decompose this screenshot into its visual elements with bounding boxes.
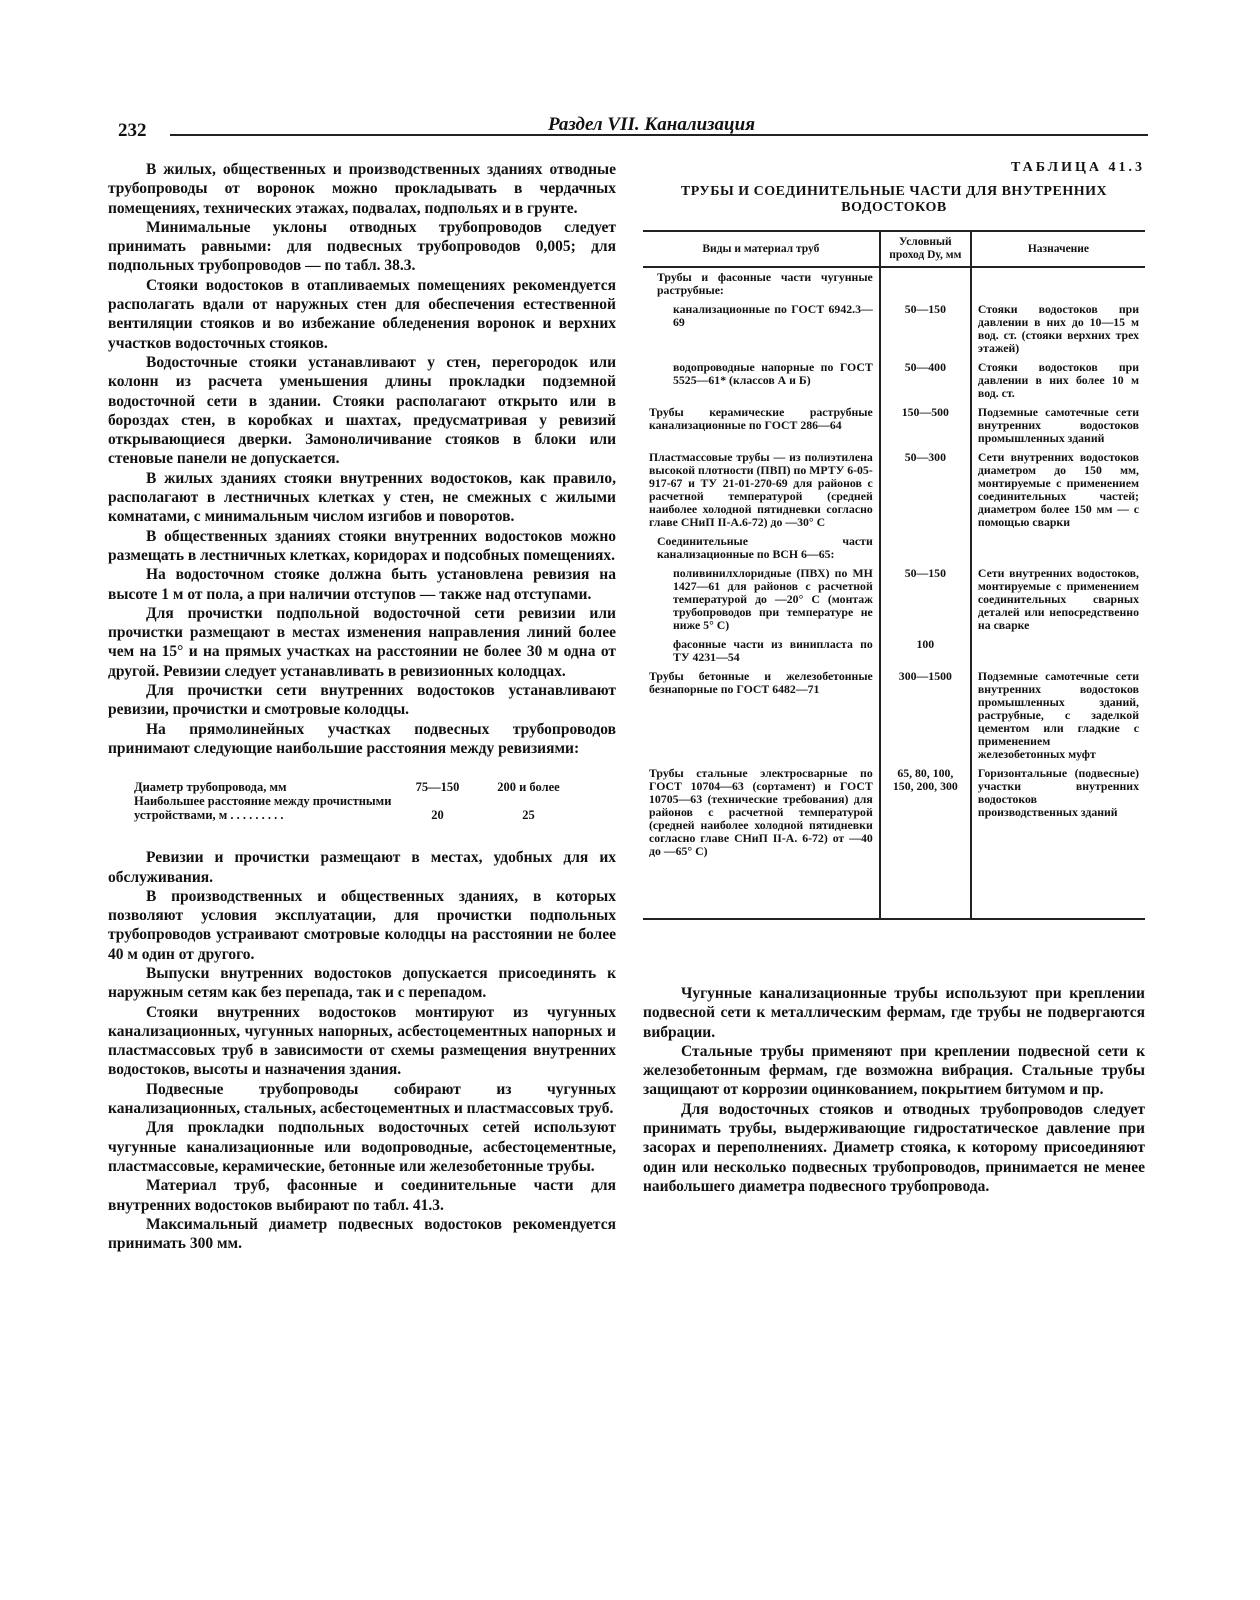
table-row bbox=[643, 667, 1145, 764]
distance-value: 20 bbox=[431, 808, 444, 823]
table-cell: Трубы и фасонные части чугунные раструбные: bbox=[657, 270, 873, 297]
paragraph: Материал труб, фасонные и соединительные части для внутренних водостоков выбирают по табл. 41.3. bbox=[108, 1177, 616, 1214]
table-row bbox=[643, 448, 1145, 532]
paragraph: Минимальные уклоны отводных трубопроводов следует принимать равными: для подвесных трубопроводов 0,005; для подпольных трубопроводов — по табл. 38.3. bbox=[108, 218, 616, 275]
table-row bbox=[643, 564, 1145, 635]
table-cell: Трубы керамические раструбные канализационные по ГОСТ 286—64 bbox=[649, 405, 873, 432]
paragraph: Для прокладки подпольных водосточных сетей используют чугунные канализационные или водопроводные, асбестоцементные, пластмассовые, керамические, бетонные или железобетонные трубы. bbox=[108, 1119, 616, 1175]
paragraph: В производственных и общественных зданиях, в которых позволяют условия эксплуатации, для прочистки подпольных трубопроводов устраивают смотровые колодцы на расстоянии не более 40 м один от другого. bbox=[108, 887, 616, 963]
paragraph: В общественных зданиях стояки внутренних водостоков можно размещать в лестничных клетках, коридорах и подсобных помещениях. bbox=[108, 527, 616, 564]
table-row bbox=[643, 532, 1145, 564]
table-number: ТАБЛИЦА 41.3 bbox=[1011, 160, 1145, 175]
table-cell: фасонные части из винипласта по ТУ 4231—54 bbox=[673, 637, 873, 664]
table-cell bbox=[971, 532, 1145, 564]
table-cell: Пластмассовые трубы — из полиэтилена высокой плотности (ПВП) по МРТУ 6-05-917-67 и ТУ 21-01-270-69 для районов с расчетной температурой (средней наиболее холодной пятидневки согласно главе СНиП II-А.6-72) до —30° С bbox=[649, 450, 873, 529]
paragraph: В жилых зданиях стояки внутренних водостоков, как правило, располагают в лестничных клетках у стен, не смежных с жилыми комнатами, с минимальным числом изгибов и поворотов. bbox=[108, 469, 616, 526]
table-cell bbox=[971, 267, 1145, 300]
table-cell: Горизонтальные (подвесные) участки внутренних водостоков производственных зданий bbox=[971, 764, 1145, 919]
table-cell: Подземные самотечные сети внутренних водостоков промышленных зданий bbox=[977, 405, 1139, 445]
table-cell: Трубы бетонные и железобетонные безнапорные по ГОСТ 6482—71 bbox=[649, 669, 873, 696]
column-header: Условный проход Dу, мм bbox=[880, 231, 971, 267]
header-rule bbox=[170, 134, 1148, 136]
paragraph: Ревизии и прочистки размещают в местах, удобных для их обслуживания. bbox=[108, 849, 616, 886]
column-header: Назначение bbox=[971, 231, 1145, 267]
section-title: Раздел VII. Канализация bbox=[548, 114, 755, 135]
table-cell: Подземные самотечные сети внутренних водостоков промышленных зданий, раструбные, с заделкой цементом или гладкие с применением железобетонных муфт bbox=[977, 669, 1139, 761]
column-header: Виды и материал труб bbox=[643, 231, 880, 267]
table-row bbox=[643, 300, 1145, 358]
page-header bbox=[118, 112, 1148, 142]
table-cell bbox=[971, 635, 1145, 667]
paragraph: Для прочистки сети внутренних водостоков устанавливают ревизии, прочистки и смотровые колодцы. bbox=[108, 682, 616, 719]
right-column bbox=[643, 160, 1145, 1196]
right-text bbox=[643, 984, 1145, 1196]
paragraph: На водосточном стояке должна быть установлена ревизия на высоте 1 м от пола, а при наличии отступов — также над отступами. bbox=[108, 566, 616, 603]
paragraph: Выпуски внутренних водостоков допускается присоединять к наружным сетям как без перепада, так и с перепадом. bbox=[108, 964, 616, 1002]
table-cell bbox=[880, 267, 971, 300]
paragraph: Стояки внутренних водостоков монтируют из чугунных канализационных, чугунных напорных, асбестоцементных напорных и пластмассовых труб в зависимости от схемы размещения внутренних водостоков, высоты и назначения здания. bbox=[108, 1003, 616, 1079]
paragraph: На прямолинейных участках подвесных трубопроводов принимают следующие наибольшие расстояния между ревизиями: bbox=[108, 720, 616, 757]
table-row bbox=[643, 358, 1145, 403]
paragraph: Подвесные трубопроводы собирают из чугунных канализационных, стальных, асбестоцементных и пластмассовых труб. bbox=[108, 1080, 616, 1118]
table-cell: Сети внутренних водостоков, монтируемые с применением соединительных сварных деталей или непосредственно на сварке bbox=[977, 566, 1139, 632]
table-header-row bbox=[643, 231, 1145, 267]
distance-value: 200 и более bbox=[497, 780, 560, 795]
table-cell: 50—150 bbox=[880, 300, 971, 358]
paragraph: Чугунные канализационные трубы используют при креплении подвесной сети к металлическим фермам, где трубы не подвергаются вибрации. bbox=[643, 985, 1145, 1041]
table-cell: 300—1500 bbox=[880, 667, 971, 764]
table-cell: Сети внутренних водостоков диаметром до 150 мм, монтируемые с применением соединительных частей; диаметром более 150 мм — с помощью сварки bbox=[977, 450, 1139, 529]
distance-value: 75—150 bbox=[415, 780, 460, 795]
paragraph: Стальные трубы применяют при креплении подвесной сети к железобетонным фермам, где возможна вибрация. Стальные трубы защищают от коррозии оцинкованием, покрытием битумом и пр. bbox=[643, 1042, 1145, 1099]
table-cell: поливинилхлоридные (ПВХ) по МН 1427—61 для районов с расчетной температурой до —20° С (монтаж трубопроводов при температуре не ниже 5° С) bbox=[673, 566, 873, 632]
table-cell: 100 bbox=[880, 635, 971, 667]
table-row bbox=[643, 764, 1145, 919]
distance-label: Диаметр трубопровода, мм bbox=[134, 780, 287, 795]
distance-value: 25 bbox=[522, 808, 535, 823]
distance-label: Наибольшее расстояние между прочистными устройствами, м . . . . . . . . . bbox=[134, 794, 392, 823]
pipes-table bbox=[643, 230, 1145, 920]
table-cell: 65, 80, 100, 150, 200, 300 bbox=[880, 764, 971, 919]
table-cell: канализационные по ГОСТ 6942.3—69 bbox=[673, 302, 873, 329]
paragraph: Для водосточных стояков и отводных трубопроводов следует принимать трубы, выдерживающие гидростатическое давление при засорах и переполнениях. Диаметр стояка, к которому присоединяют один или несколько подвесных трубопроводов, принимается не менее наибольшего диаметра подвесного трубопровода. bbox=[643, 1100, 1145, 1195]
distance-table bbox=[134, 780, 574, 822]
page-number: 232 bbox=[118, 120, 147, 141]
table-cell: водопроводные напорные по ГОСТ 5525—61* (классов А и Б) bbox=[673, 360, 873, 387]
table-cell: Трубы стальные электросварные по ГОСТ 10704—63 (сортамент) и ГОСТ 10705—63 (технические требования) для районов с расчетной температурой (средней наиболее холодной пятидневки согласно главе СНиП II-А. 6-72) от —40 до —65° С) bbox=[643, 764, 880, 919]
paragraph: В жилых, общественных и производственных зданиях отводные трубопроводы от воронок можно прокладывать в чердачных помещениях, технических этажах, подвалах, подпольях и в грунте. bbox=[108, 161, 616, 217]
table-row bbox=[134, 794, 574, 822]
table-cell: 50—400 bbox=[880, 358, 971, 403]
table-cell: 50—300 bbox=[880, 448, 971, 532]
table-cell: Соединительные части канализационные по ВСН 6—65: bbox=[657, 534, 873, 561]
paragraph: Стояки водостоков в отапливаемых помещениях рекомендуется располагать вдали от наружных стен для обеспечения естественной вентиляции стояков и во избежание обледенения воронок и верхних участков водосточных стояков. bbox=[108, 276, 616, 352]
table-title: ТРУБЫ И СОЕДИНИТЕЛЬНЫЕ ЧАСТИ ДЛЯ ВНУТРЕННИХ ВОДОСТОКОВ bbox=[680, 184, 1108, 215]
table-cell: 150—500 bbox=[880, 403, 971, 448]
table-row bbox=[643, 267, 1145, 300]
table-cell: Стояки водостоков при давлении в них более 10 м вод. ст. bbox=[977, 360, 1139, 400]
paragraph: Водосточные стояки устанавливают у стен, перегородок или колонн из расчета уменьшения длины прокладки подземной водосточной сети в здании. Стояки располагают открыто или в бороздах стен, в коробках и шахтах, предусматривая у ревизий открывающиеся дверки. Замоноличивание стояков в блоки или стеновые панели не допускается. bbox=[108, 353, 616, 468]
paragraph: Максимальный диаметр подвесных водостоков рекомендуется принимать 300 мм. bbox=[108, 1215, 616, 1253]
paragraph: Для прочистки подпольной водосточной сети ревизии или прочистки размещают в местах изменения направления линий более чем на 15° и на прямых участках на расстоянии не более 30 м одна от другой. Ревизии следует устанавливать в ревизионных колодцах. bbox=[108, 604, 616, 680]
table-row bbox=[643, 635, 1145, 667]
table-row bbox=[134, 780, 574, 794]
table-row bbox=[643, 403, 1145, 448]
left-column bbox=[108, 160, 616, 1253]
table-cell: 50—150 bbox=[880, 564, 971, 635]
table-cell: Стояки водостоков при давлении в них до 10—15 м вод. ст. (стояки верхних трех этажей) bbox=[977, 302, 1139, 355]
table-cell bbox=[880, 532, 971, 564]
